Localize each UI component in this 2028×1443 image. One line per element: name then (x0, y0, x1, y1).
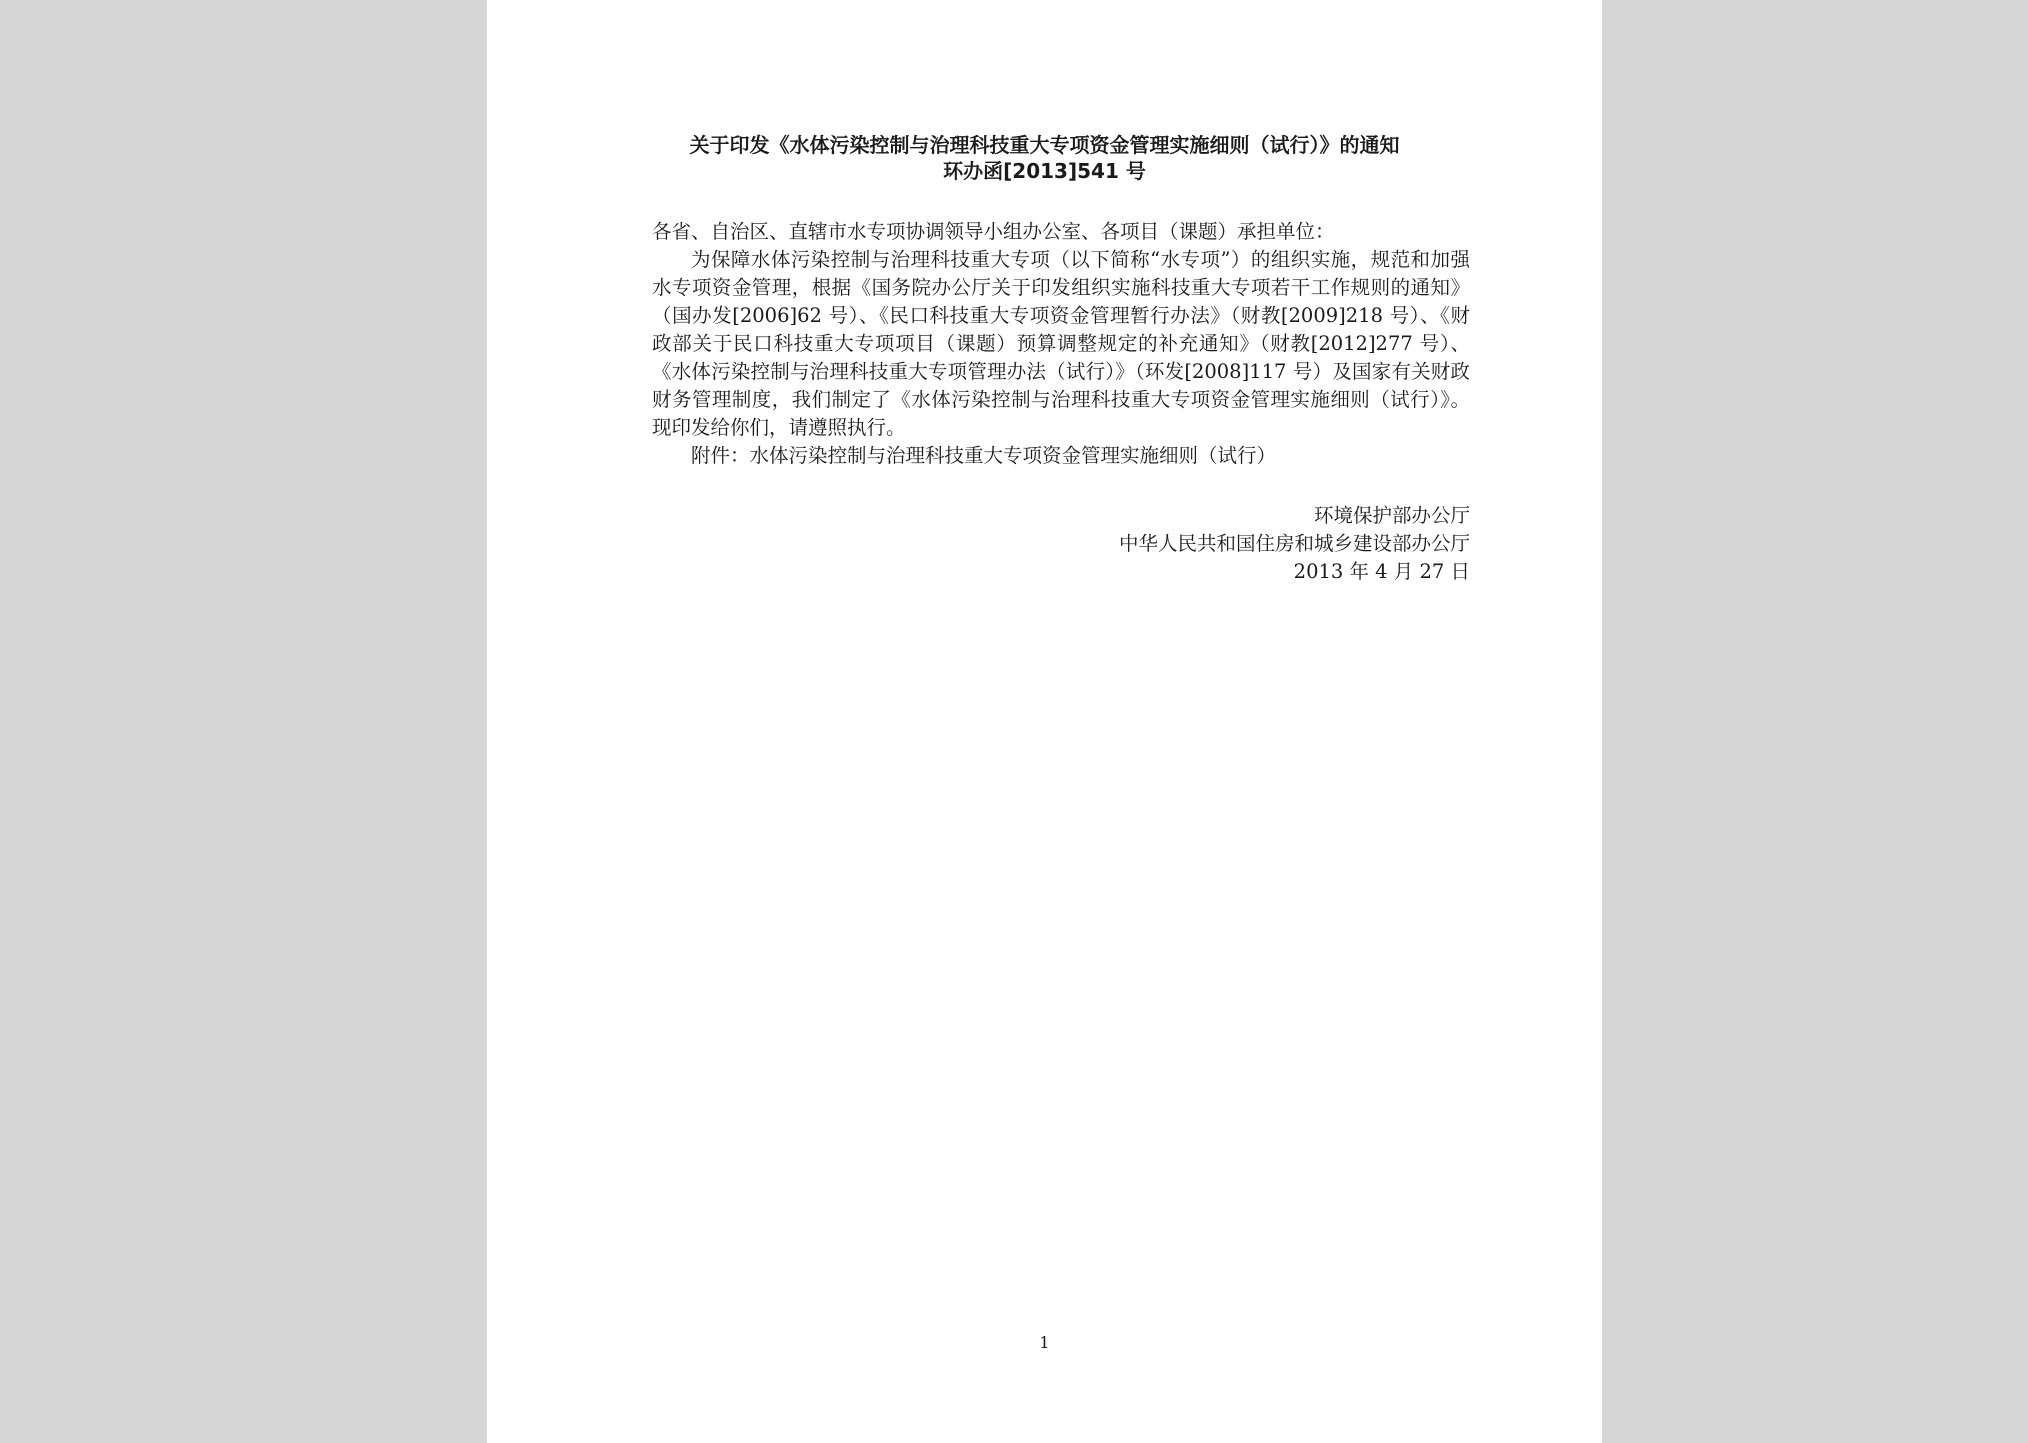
document-page (487, 0, 1602, 1443)
signature-block (1119, 502, 1470, 586)
page-number: 1 (1039, 1333, 1050, 1352)
signature-date: 2013 年 4 月 27 日 (1293, 560, 1470, 583)
document-body (652, 218, 1470, 470)
body-paragraph: 为保障水体污染控制与治理科技重大专项（以下简称“水专项”）的组织实施，规范和加强水专项资金管理，根据《国务院办公厅关于印发组织实施科技重大专项若干工作规则的通知》（国办发[2006]62 号）、《民口科技重大专项资金管理暂行办法》（财教[2009]218 号）、《财政部关于民口科技重大专项项目（课题）预算调整规定的补充通知》（财教[2012]277 号）、《水体污染控制与治理科技重大专项管理办法（试行）》（环发[2008]117 号）及国家有关财政财务管理制度，我们制定了《水体污染控制与治理科技重大专项资金管理实施细则（试行）》。现印发给你们，请遵照执行。 (652, 248, 1470, 439)
attachment-line: 附件：水体污染控制与治理科技重大专项资金管理实施细则（试行） (691, 444, 1277, 467)
document-title: 关于印发《水体污染控制与治理科技重大专项资金管理实施细则（试行）》的通知 (689, 133, 1400, 157)
salutation: 各省、自治区、直辖市水专项协调领导小组办公室、各项目（课题）承担单位： (652, 220, 1335, 243)
signature-line: 中华人民共和国住房和城乡建设部办公厅 (1118, 532, 1470, 555)
document-number: 环办函[2013]541 号 (943, 159, 1146, 183)
signature-line: 环境保护部办公厅 (1313, 504, 1470, 527)
